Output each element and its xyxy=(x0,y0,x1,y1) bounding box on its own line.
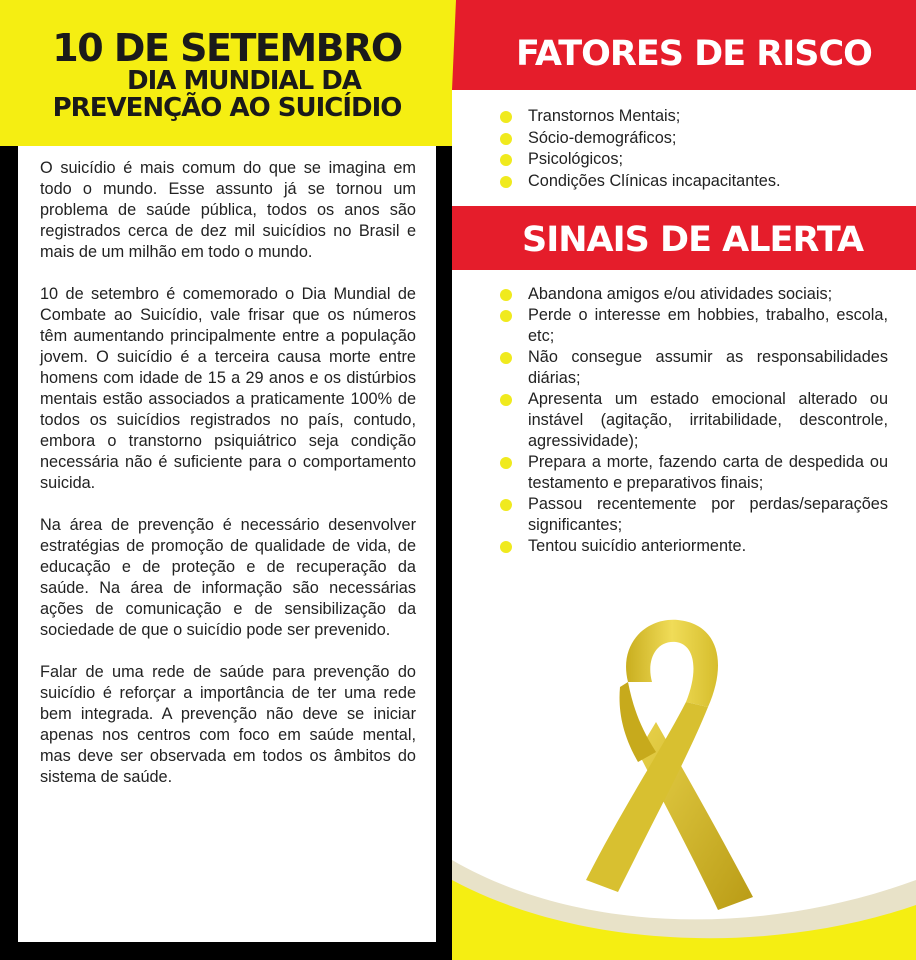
list-item-text: Condições Clínicas incapacitantes. xyxy=(528,171,781,190)
bullet-icon xyxy=(500,111,512,123)
list-item xyxy=(528,536,888,557)
list-item xyxy=(528,171,888,193)
list-item xyxy=(528,452,888,494)
list-item xyxy=(528,106,888,128)
bullet-icon xyxy=(500,457,512,469)
bullet-icon xyxy=(500,176,512,188)
bullet-icon xyxy=(500,289,512,301)
title-subtitle-2: PREVENÇÃO AO SUICÍDIO xyxy=(52,93,402,123)
list-item-text: Transtornos Mentais; xyxy=(528,107,681,125)
title-date: 10 DE SETEMBRO xyxy=(52,26,402,70)
right-panel xyxy=(452,0,916,960)
paragraph-3: Na área de prevenção é necessário desenvolver estratégias de promoção de qualidade de vida, de educação e de proteção e de recuperação da saúde. Na área de informação são necessárias ações de comunicação e de sensibilização da sociedade de que o suicídio pode ser prevenido. xyxy=(40,516,416,639)
list-item xyxy=(528,347,888,389)
risk-banner xyxy=(452,0,916,90)
list-item-text: Apresenta um estado emocional alterado ou instável (agitação, irritabilidade, descontrole, agressividade); xyxy=(528,390,888,450)
list-item xyxy=(528,305,888,347)
list-item-text: Prepara a morte, fazendo carta de despedida ou testamento e preparativos finais; xyxy=(528,453,888,492)
banner-corner xyxy=(452,0,456,90)
list-item xyxy=(528,389,888,452)
paragraph-1: O suicídio é mais comum do que se imagina em todo o mundo. Esse assunto já se tornou um problema de saúde pública, todos os anos são registrados cerca de dez mil suicídios no Brasil e mais de um milhão em todo o mundo. xyxy=(40,159,416,261)
list-item xyxy=(528,149,888,171)
list-item-text: Passou recentemente por perdas/separações significantes; xyxy=(528,495,888,534)
list-item xyxy=(528,128,888,150)
list-item-text: Perde o interesse em hobbies, trabalho, escola, etc; xyxy=(528,306,888,345)
article-body xyxy=(18,146,436,942)
decorative-swoosh xyxy=(452,820,916,960)
bullet-icon xyxy=(500,133,512,145)
bullet-icon xyxy=(500,310,512,322)
title-subtitle-1: DIA MUNDIAL DA xyxy=(127,66,361,96)
list-item xyxy=(528,494,888,536)
list-item-text: Não consegue assumir as responsabilidades diárias; xyxy=(528,348,888,387)
alert-banner xyxy=(452,206,916,270)
risk-list xyxy=(528,106,888,192)
risk-title: FATORES DE RISCO xyxy=(516,34,872,74)
list-item-text: Psicológicos; xyxy=(528,150,624,168)
bullet-icon xyxy=(500,394,512,406)
bullet-icon xyxy=(500,154,512,166)
paragraph-4: Falar de uma rede de saúde para prevenção do suicídio é reforçar a importância de ter uma rede bem integrada. A prevenção não deve se iniciar apenas nos centros com foco em saúde mental, mas deve ser observada em todos os âmbitos do sistema de saúde. xyxy=(40,663,416,786)
paragraph-2: 10 de setembro é comemorado o Dia Mundial de Combate ao Suicídio, vale frisar que os números têm aumentando principalmente entre a população jovem. O suicídio é a terceira causa morte entre homens com idade de 15 a 29 anos e os distúrbios mentais estão associados a praticamente 100% de todos os suicídios registrados no país, contudo, embora o transtorno psiquiátrico seja condição necessária não é suficiente para o comportamento suicida. xyxy=(40,285,416,492)
bullet-icon xyxy=(500,541,512,553)
alert-title: SINAIS DE ALERTA xyxy=(522,220,864,260)
bullet-icon xyxy=(500,499,512,511)
list-item xyxy=(528,284,888,305)
title-inner xyxy=(18,18,436,146)
list-item-text: Tentou suicídio anteriormente. xyxy=(528,537,747,555)
alert-list xyxy=(528,284,888,557)
left-panel xyxy=(0,0,452,960)
title-block xyxy=(0,0,452,146)
list-item-text: Sócio-demográficos; xyxy=(528,128,677,147)
list-item-text: Abandona amigos e/ou atividades sociais; xyxy=(528,285,833,303)
bullet-icon xyxy=(500,352,512,364)
